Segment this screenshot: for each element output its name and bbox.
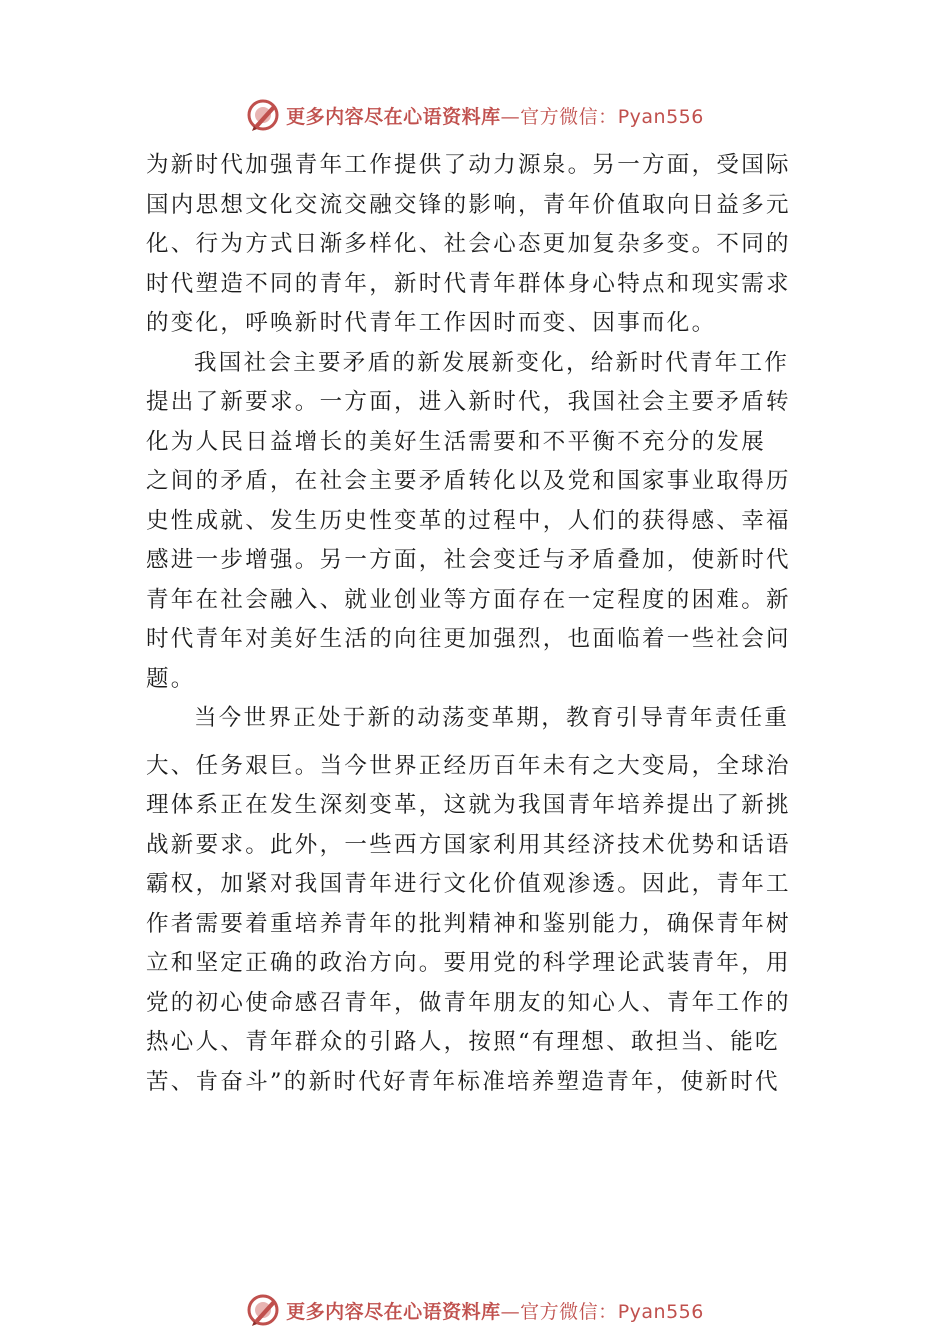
body-line: 化、行为方式日渐多样化、社会心态更加复杂多变。不同的 bbox=[146, 231, 791, 257]
document-body bbox=[146, 146, 808, 1102]
pen-logo-icon bbox=[246, 1293, 280, 1327]
body-line: 之间的矛盾，在社会主要矛盾转化以及党和国家事业取得历 bbox=[146, 468, 791, 494]
header-banner bbox=[0, 95, 950, 135]
footer-banner-text bbox=[286, 1297, 704, 1324]
body-line: 题。 bbox=[146, 665, 196, 692]
body-line: 战新要求。此外，一些西方国家利用其经济技术优势和话语 bbox=[146, 831, 791, 858]
header-banner-text bbox=[286, 102, 704, 129]
body-line: 化为人民日益增长的美好生活需要和不平衡不充分的发展 bbox=[146, 428, 767, 455]
body-line: 史性成就、发生历史性变革的过程中，人们的获得感、幸福 bbox=[146, 507, 791, 534]
header-banner-id: Pyan556 bbox=[617, 105, 704, 128]
footer-banner-main: 更多内容尽在心语资料库 bbox=[286, 1300, 501, 1323]
body-line: 青年在社会融入、就业创业等方面存在一定程度的困难。新 bbox=[146, 586, 791, 613]
body-line: 立和坚定正确的政治方向。要用党的科学理论武装青年，用 bbox=[146, 950, 791, 976]
pen-logo-icon bbox=[246, 98, 280, 132]
body-line: 时代塑造不同的青年，新时代青年群体身心特点和现实需求 bbox=[146, 270, 791, 297]
body-line: 理体系正在发生深刻变革，这就为我国青年培养提出了新挑 bbox=[146, 792, 791, 818]
body-line: 感进一步增强。另一方面，社会变迁与矛盾叠加，使新时代 bbox=[146, 547, 791, 573]
body-line: 提出了新要求。一方面，进入新时代，我国社会主要矛盾转 bbox=[146, 389, 791, 415]
body-line: 为新时代加强青年工作提供了动力源泉。另一方面，受国际 bbox=[146, 152, 791, 178]
body-line: 党的初心使命感召青年，做青年朋友的知心人、青年工作的 bbox=[146, 989, 791, 1016]
paragraph-start-line: 我国社会主要矛盾的新发展新变化，给新时代青年工作 bbox=[194, 349, 790, 376]
header-banner-sep: —官方微信： bbox=[500, 105, 618, 128]
header-banner-main: 更多内容尽在心语资料库 bbox=[286, 105, 501, 128]
body-line: 大、任务艰巨。当今世界正经历百年未有之大变局，全球治 bbox=[146, 752, 791, 779]
footer-banner bbox=[0, 1290, 950, 1330]
body-line: 的变化，呼唤新时代青年工作因时而变、因事而化。 bbox=[146, 310, 717, 336]
footer-banner-sep: —官方微信： bbox=[500, 1300, 618, 1323]
body-line: 时代青年对美好生活的向往更加强烈，也面临着一些社会问 bbox=[146, 626, 791, 652]
footer-banner-id: Pyan556 bbox=[617, 1300, 704, 1323]
body-line: 作者需要着重培养青年的批判精神和鉴别能力，确保青年树 bbox=[146, 910, 791, 937]
paragraph-start-line: 当今世界正处于新的动荡变革期，教育引导青年责任重 bbox=[194, 705, 790, 731]
body-line: 国内思想文化交流交融交锋的影响，青年价值取向日益多元 bbox=[146, 191, 791, 218]
body-line: 霸权，加紧对我国青年进行文化价值观渗透。因此，青年工 bbox=[146, 871, 791, 897]
body-line: 热心人、青年群众的引路人，按照“有理想、敢担当、能吃 bbox=[146, 1029, 780, 1055]
body-line: 苦、肯奋斗”的新时代好青年标准培养塑造青年，使新时代 bbox=[146, 1068, 780, 1095]
